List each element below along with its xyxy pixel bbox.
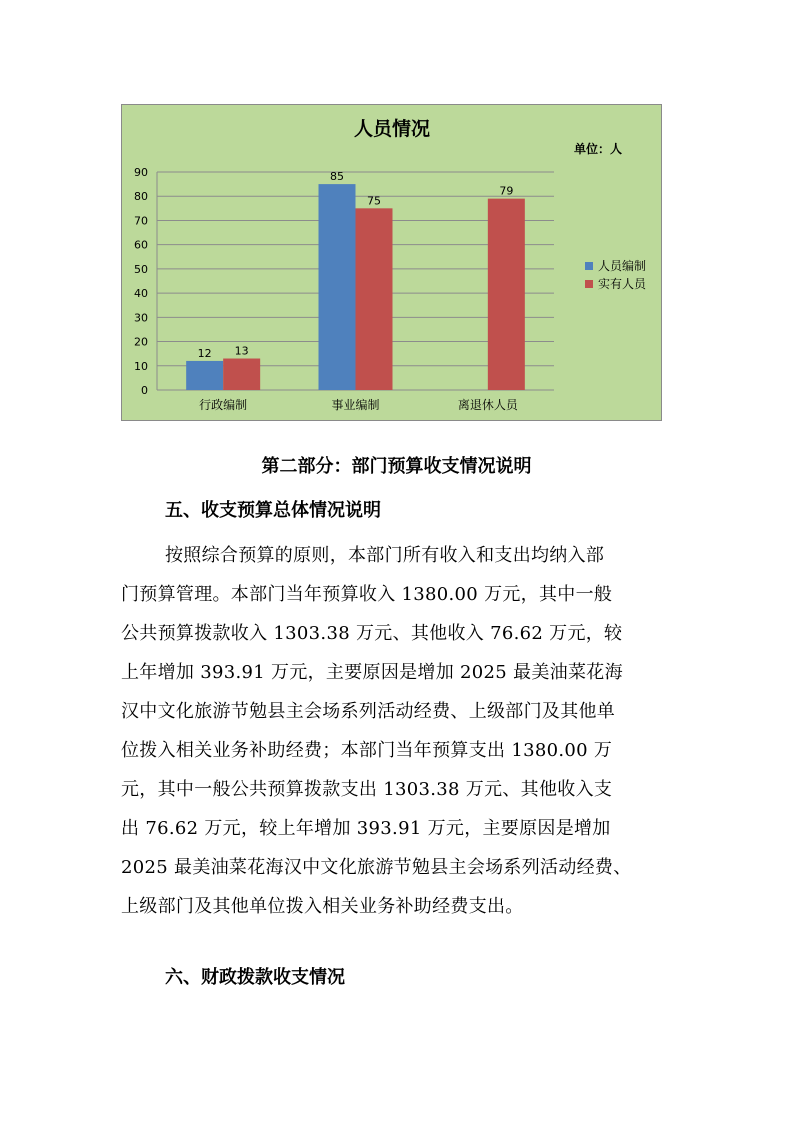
paragraph-line: 按照综合预算的原则，本部门所有收入和支出均纳入部 xyxy=(165,545,605,566)
y-tick-label: 60 xyxy=(134,238,148,252)
y-tick-label: 20 xyxy=(134,335,148,349)
chart-canvas xyxy=(122,105,663,422)
legend-swatch xyxy=(585,280,593,288)
personnel-chart xyxy=(121,104,662,421)
y-tick-label: 10 xyxy=(134,359,148,373)
y-tick-label: 30 xyxy=(134,311,148,325)
section-heading: 第二部分：部门预算收支情况说明 xyxy=(261,456,532,477)
paragraph-line: 汉中文化旅游节勉县主会场系列活动经费、上级部门及其他单 xyxy=(121,701,616,722)
paragraph-line: 元，其中一般公共预算拨款支出 1303.38 万元、其他收入支 xyxy=(121,779,613,800)
paragraph-line: 出 76.62 万元，较上年增加 393.91 万元，主要原因是增加 xyxy=(121,818,611,839)
subsection-heading-5: 五、收支预算总体情况说明 xyxy=(165,500,381,521)
bar-staffing-quota xyxy=(186,361,223,390)
x-tick-label: 行政编制 xyxy=(199,398,248,412)
y-tick-label: 50 xyxy=(134,262,148,276)
y-tick-label: 90 xyxy=(134,166,148,179)
y-tick-label: 80 xyxy=(134,190,148,204)
paragraph-line: 上年增加 393.91 万元，主要原因是增加 2025 最美油菜花海 xyxy=(121,662,623,683)
chart-unit-label: 单位：人 xyxy=(574,142,623,156)
data-label: 75 xyxy=(367,194,381,208)
bar-actual-staff xyxy=(223,359,260,390)
data-label: 13 xyxy=(234,344,249,358)
x-tick-label: 事业编制 xyxy=(331,398,380,412)
y-tick-label: 70 xyxy=(134,214,148,228)
y-tick-label: 40 xyxy=(134,287,148,301)
legend-swatch xyxy=(585,262,593,270)
bar-actual-staff xyxy=(356,208,393,390)
paragraph-line: 上级部门及其他单位拨入相关业务补助经费支出。 xyxy=(121,896,524,917)
bar-actual-staff xyxy=(488,199,525,390)
subsection-heading-6: 六、财政拨款收支情况 xyxy=(165,967,345,988)
data-label: 79 xyxy=(499,184,514,198)
data-label: 12 xyxy=(197,346,212,360)
paragraph-line: 公共预算拨款收入 1303.38 万元、其他收入 76.62 万元，较 xyxy=(121,623,623,644)
chart-title: 人员情况 xyxy=(353,118,431,140)
legend-label: 人员编制 xyxy=(598,259,647,273)
paragraph-line: 门预算管理。本部门当年预算收入 1380.00 万元，其中一般 xyxy=(121,584,613,605)
y-tick-label: 0 xyxy=(141,384,148,397)
x-tick-label: 离退休人员 xyxy=(457,398,518,412)
paragraph-line: 2025 最美油菜花海汉中文化旅游节勉县主会场系列活动经费、 xyxy=(121,857,632,878)
paragraph-line: 位拨入相关业务补助经费；本部门当年预算支出 1380.00 万 xyxy=(121,740,613,761)
data-label: 85 xyxy=(330,170,344,184)
bar-staffing-quota xyxy=(319,184,356,390)
legend-label: 实有人员 xyxy=(598,277,647,291)
